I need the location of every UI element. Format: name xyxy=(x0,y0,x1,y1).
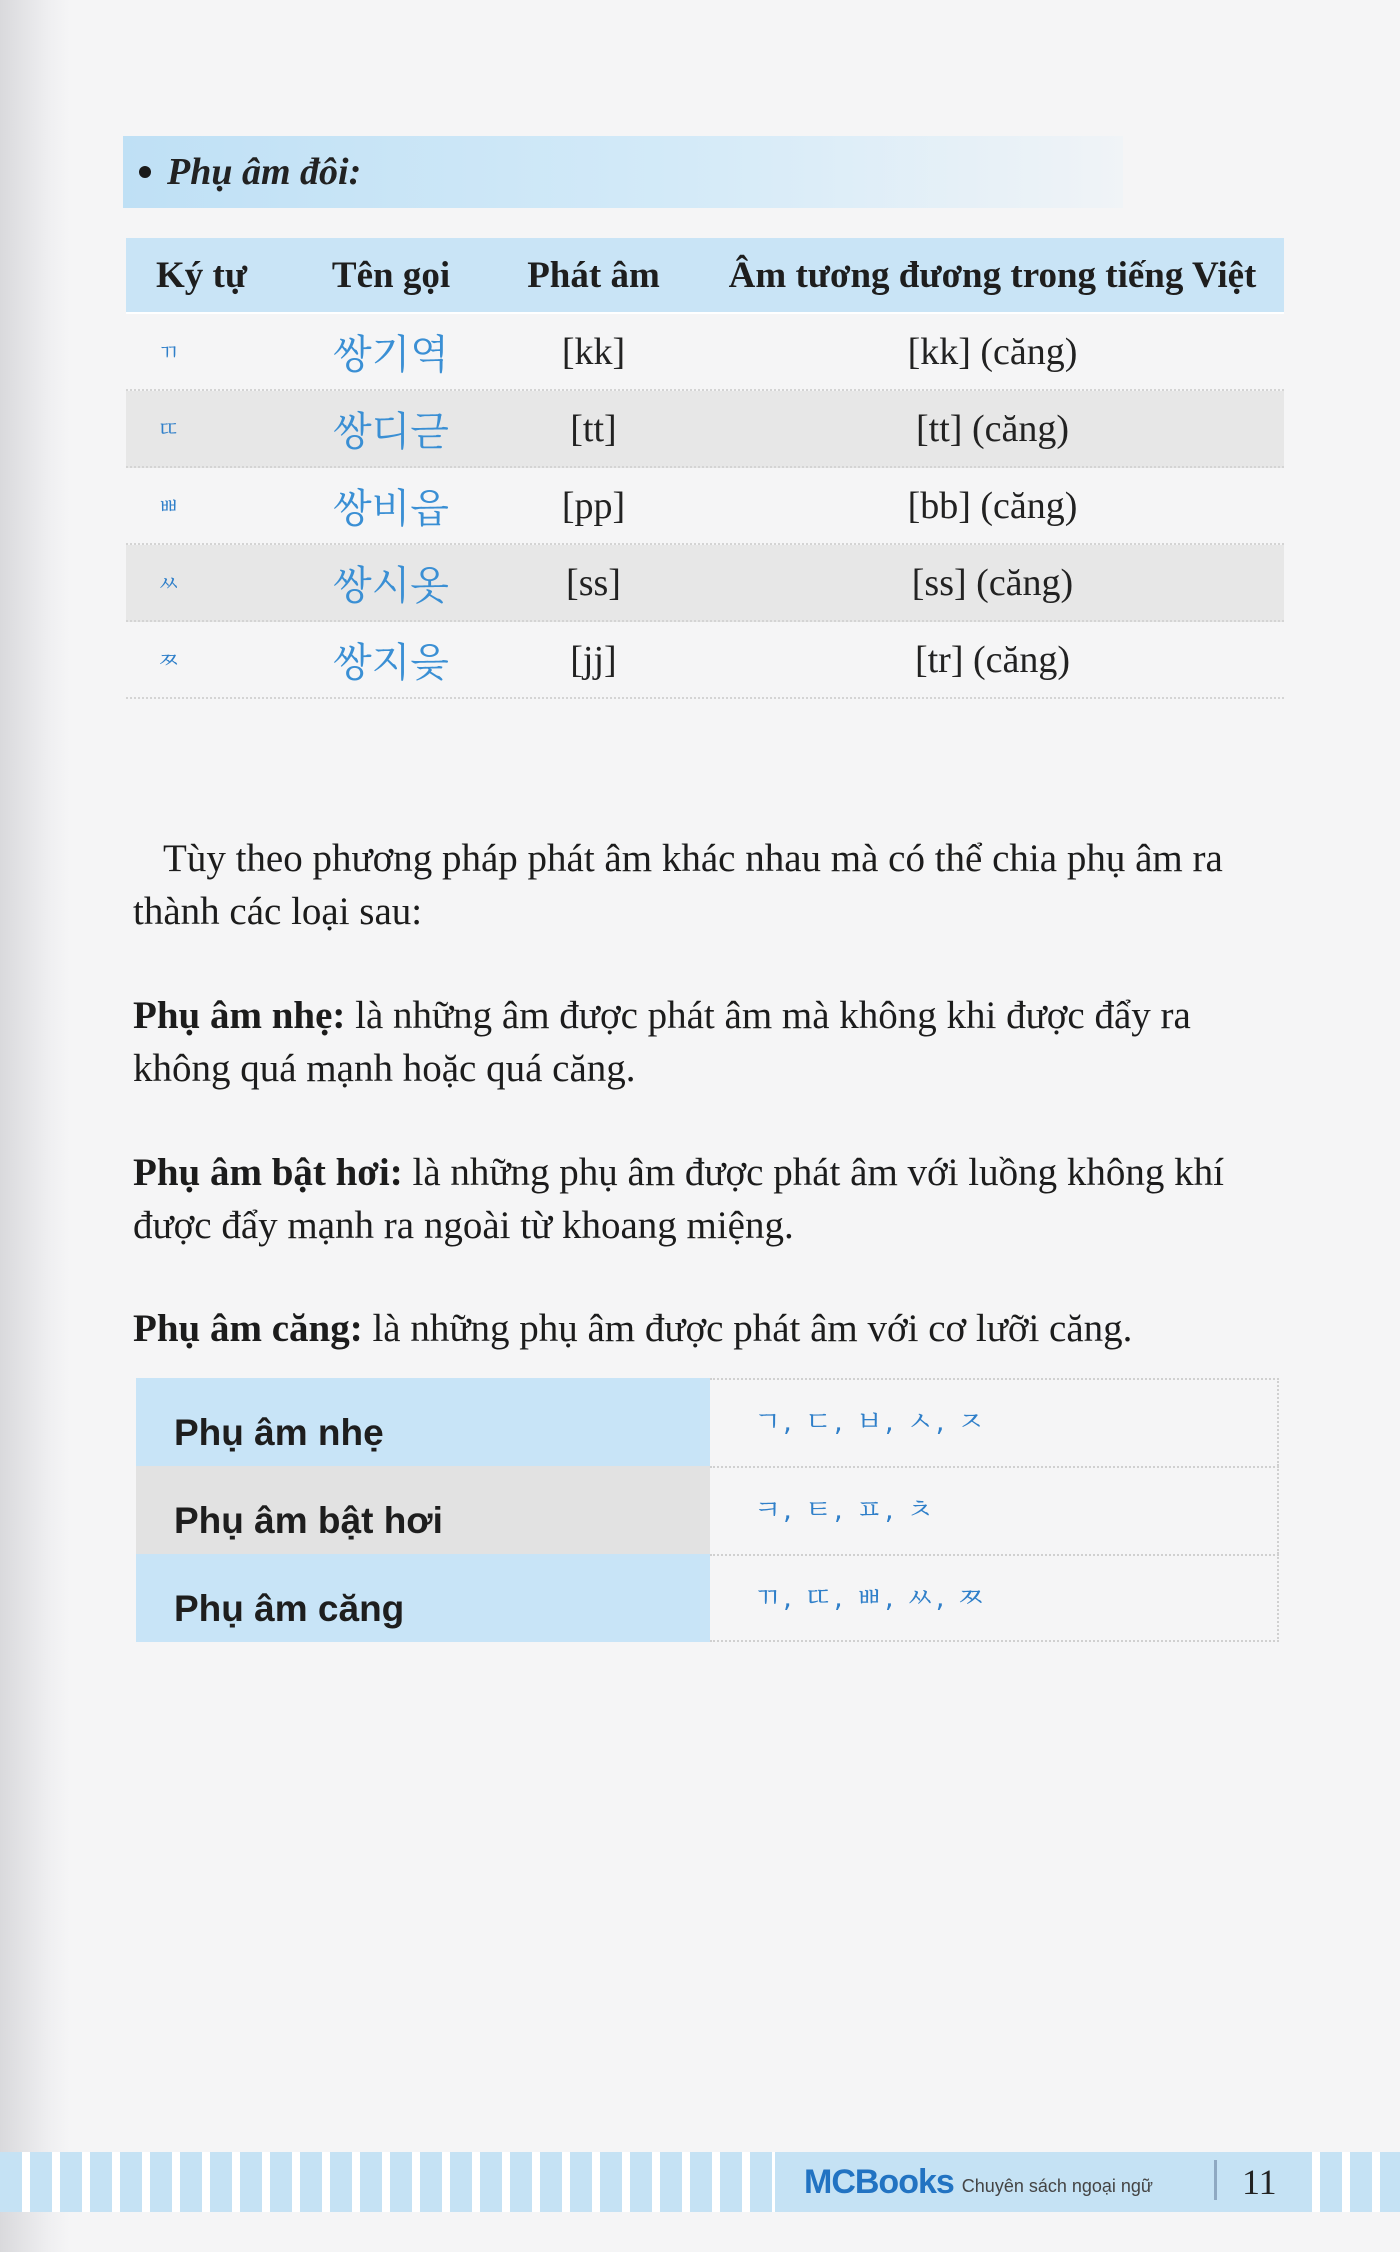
header-pron: Phát âm xyxy=(527,254,660,296)
row-name: 쌍비읍 xyxy=(333,486,449,532)
section-title: Phụ âm đôi: xyxy=(167,151,362,193)
brand-tagline: Chuyên sách ngoại ngữ xyxy=(961,2175,1153,2196)
class-values: ㄲ, ㄸ, ㅃ, ㅆ, ㅉ xyxy=(710,1554,1279,1642)
definition-text: là những phụ âm được phát âm với luồng không khí được đẩy mạnh ra ngoài từ khoang miệng. xyxy=(133,1151,1224,1247)
row-char: ㅃ xyxy=(158,495,180,520)
section-heading xyxy=(123,136,1123,208)
row-name: 쌍지읒 xyxy=(333,640,449,686)
class-label: Phụ âm căng xyxy=(136,1554,710,1642)
double-consonant-table xyxy=(126,238,1284,699)
bullet-icon xyxy=(139,166,151,178)
row-char: ㅉ xyxy=(158,649,180,674)
table-row xyxy=(136,1554,1279,1642)
table-row xyxy=(126,545,1284,622)
row-pron: [pp] xyxy=(561,484,626,527)
definition-term: Phụ âm bật hơi: xyxy=(133,1151,403,1194)
page-binding-shadow xyxy=(0,0,70,2252)
row-char: ㄲ xyxy=(158,341,180,366)
intro-paragraph: Tùy theo phương pháp phát âm khác nhau mà có thể chia phụ âm ra thành các loại sau: xyxy=(133,837,1223,933)
table-row xyxy=(126,468,1284,545)
table-row xyxy=(126,622,1284,699)
class-label: Phụ âm bật hơi xyxy=(136,1466,710,1554)
definition-term: Phụ âm nhẹ: xyxy=(133,994,346,1037)
row-pron: [ss] xyxy=(566,561,621,604)
row-equiv: [tt] (căng) xyxy=(916,407,1069,450)
header-name: Tên gọi xyxy=(331,254,451,296)
publisher-logo xyxy=(804,2152,1153,2212)
header-equiv: Âm tương đương trong tiếng Việt xyxy=(728,254,1257,296)
row-char: ㅆ xyxy=(158,572,180,597)
row-name: 쌍기역 xyxy=(333,332,449,378)
class-values: ㅋ, ㅌ, ㅍ, ㅊ xyxy=(710,1466,1279,1554)
row-equiv: [bb] (căng) xyxy=(907,484,1078,527)
table-row xyxy=(136,1378,1279,1466)
footer-stripes xyxy=(0,2152,775,2212)
header-char: Ký tự xyxy=(156,254,248,296)
row-equiv: [tr] (căng) xyxy=(914,638,1071,681)
row-char: ㄸ xyxy=(158,418,180,443)
definition-text: là những phụ âm được phát âm với cơ lưỡi căng. xyxy=(362,1307,1133,1350)
page-number: 11 xyxy=(1242,2162,1277,2202)
brand-name: MCBooks xyxy=(804,2162,954,2201)
row-name: 쌍시옷 xyxy=(333,563,449,609)
class-label: Phụ âm nhẹ xyxy=(136,1378,710,1466)
classification-table xyxy=(136,1378,1279,1642)
row-equiv: [ss] (căng) xyxy=(911,561,1074,604)
row-equiv: [kk] (căng) xyxy=(907,330,1078,373)
row-pron: [jj] xyxy=(570,638,617,681)
class-values: ㄱ, ㄷ, ㅂ, ㅅ, ㅈ xyxy=(710,1378,1279,1466)
row-name: 쌍디귿 xyxy=(333,409,449,455)
table-row xyxy=(126,391,1284,468)
definition-text: là những âm được phát âm mà không khi được đẩy ra không quá mạnh hoặc quá căng. xyxy=(133,994,1191,1090)
table-header xyxy=(126,238,1284,314)
definition-aspirated xyxy=(133,1146,1288,1252)
row-pron: [tt] xyxy=(570,407,617,450)
table-row xyxy=(126,314,1284,391)
footer-separator xyxy=(1214,2160,1217,2200)
definition-tense xyxy=(133,1302,1288,1355)
table-row xyxy=(136,1466,1279,1554)
footer-stripes-right xyxy=(1290,2152,1400,2212)
definition-term: Phụ âm căng: xyxy=(133,1307,363,1350)
definition-light xyxy=(133,989,1288,1095)
row-pron: [kk] xyxy=(561,330,626,373)
